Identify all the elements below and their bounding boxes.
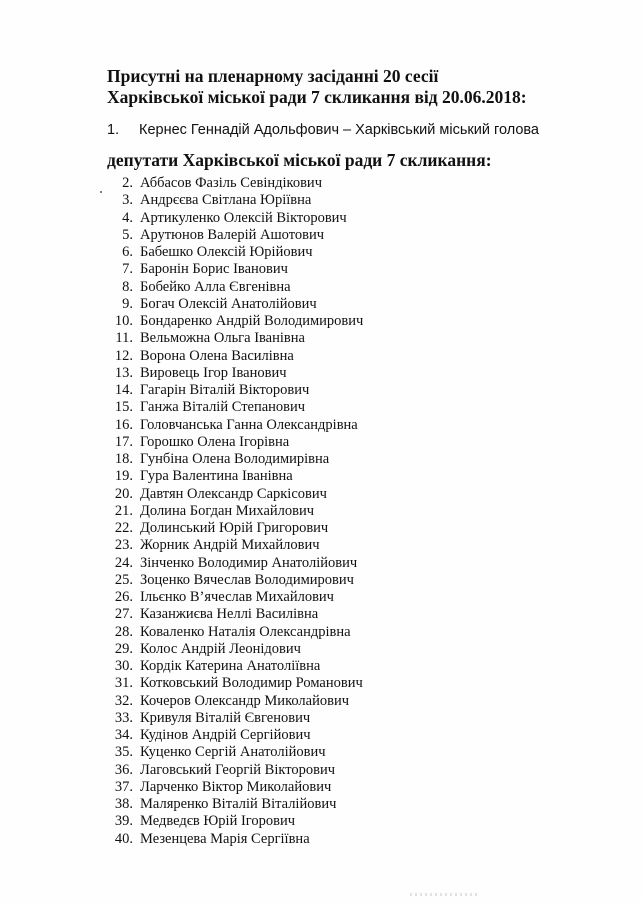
heading-line-1: Присутні на пленарному засіданні 20 сесії: [107, 66, 439, 86]
deputies-list: [107, 175, 363, 848]
list-item: [107, 451, 363, 468]
list-item-number: 17.: [114, 433, 133, 450]
list-item-number: 40.: [114, 830, 133, 847]
list-item-number: 18.: [114, 451, 133, 467]
list-item-name: Ганжа Віталій Степанович: [140, 399, 306, 416]
list-item: [107, 555, 363, 572]
list-item: [107, 210, 363, 227]
list-item-number: 27.: [114, 606, 133, 623]
list-item-number: 37.: [114, 778, 133, 795]
list-item-name: Гагарін Віталій Вікторович: [140, 382, 310, 398]
list-item: [107, 313, 363, 330]
list-item: [107, 710, 363, 727]
list-item-number: 28.: [114, 623, 133, 640]
list-item-name: Кочеров Олександр Миколайович: [140, 692, 350, 709]
list-item-number: 30.: [114, 658, 133, 674]
list-item-name: Котковський Володимир Романович: [140, 675, 363, 692]
list-item: [107, 279, 363, 296]
list-item-name: Ларченко Віктор Миколайович: [140, 778, 332, 795]
list-item: [107, 503, 363, 520]
list-item: [107, 434, 363, 451]
list-item-number: 20.: [114, 485, 133, 502]
list-item-number: 38.: [114, 796, 133, 812]
list-item-number: 25.: [114, 571, 133, 588]
list-item-name: Андрєєва Світлана Юріївна: [140, 192, 312, 209]
list-item-number: 11.: [115, 330, 133, 347]
scan-speck: [100, 191, 102, 193]
list-item-name: Куценко Сергій Анатолійович: [140, 744, 326, 761]
list-item: [107, 589, 363, 606]
list-item: [107, 796, 363, 813]
list-item-number: 35.: [114, 744, 133, 761]
list-item-name: Вировець Ігор Іванович: [140, 364, 287, 381]
list-item-number: 7.: [122, 261, 133, 278]
list-item-number: 21.: [114, 502, 133, 519]
list-item-number: 5.: [122, 226, 133, 243]
list-item-name: Медведєв Юрій Ігорович: [140, 813, 296, 830]
list-item-name: Зоценко Вячеслав Володимирович: [140, 571, 354, 588]
list-item-number: 9.: [122, 295, 133, 312]
list-item-name: Ільєнко В’ячеслав Михайлович: [140, 589, 334, 605]
scan-noise: [410, 893, 480, 896]
list-item-name: Вельможна Ольга Іванівна: [140, 330, 305, 347]
list-item-name: Долина Богдан Михайлович: [140, 502, 315, 519]
list-item-number: 8.: [122, 278, 133, 295]
list-item-name: Коваленко Наталія Олександрівна: [140, 623, 351, 640]
list-item: [107, 693, 363, 710]
list-item: [107, 813, 363, 830]
list-item: [107, 365, 363, 382]
list-item-number: 31.: [114, 675, 133, 692]
list-item-number: 14.: [114, 382, 133, 398]
list-item-name: Лаговський Георгій Вікторович: [140, 761, 336, 778]
list-item: [107, 399, 363, 416]
heading-line-2: Харківської міської ради 7 скликання від 20.06.2018:: [107, 87, 527, 107]
list-item-name: Горошко Олена Ігорівна: [140, 433, 290, 450]
mayor-entry: [107, 121, 539, 139]
list-item: [107, 727, 363, 744]
list-item-name: Зінченко Володимир Анатолійович: [140, 554, 358, 571]
list-item-name: Маляренко Віталій Віталійович: [140, 796, 337, 812]
list-item-number: 34.: [114, 727, 133, 743]
list-item-number: 33.: [114, 709, 133, 726]
list-item-number: 23.: [114, 537, 133, 554]
list-item: [107, 330, 363, 347]
list-item: [107, 192, 363, 209]
list-item-number: 6.: [122, 244, 133, 260]
list-item: [107, 831, 363, 848]
list-item-name: Колос Андрій Леонідович: [140, 640, 301, 657]
list-item-name: Бондаренко Андрій Володимирович: [140, 313, 364, 329]
list-item-name: Артикуленко Олексій Вікторович: [140, 209, 347, 226]
list-item-number: 2.: [122, 175, 133, 191]
mayor-text: Кернес Геннадій Адольфович – Харківський міський голова: [139, 122, 539, 138]
list-item: [107, 658, 363, 675]
list-item-number: 12.: [114, 347, 133, 364]
list-item-name: Ворона Олена Василівна: [140, 347, 294, 364]
list-item-name: Казанжиєва Неллі Василівна: [140, 606, 319, 623]
list-item-number: 13.: [114, 364, 133, 381]
list-item-name: Жорник Андрій Михайлович: [140, 537, 320, 554]
list-item: [107, 572, 363, 589]
list-item: [107, 261, 363, 278]
mayor-number: 1.: [107, 122, 120, 138]
list-item: [107, 779, 363, 796]
list-item-number: 22.: [114, 520, 133, 536]
list-item-number: 15.: [114, 399, 133, 416]
list-item-name: Кордік Катерина Анатоліївна: [140, 658, 321, 674]
list-item-name: Мезенцева Марія Сергіївна: [140, 830, 310, 847]
list-item-name: Головчанська Ганна Олександрівна: [140, 416, 358, 433]
list-item-name: Долинський Юрій Григорович: [140, 520, 329, 536]
list-item: [107, 520, 363, 537]
list-item: [107, 468, 363, 485]
list-item-number: 39.: [114, 813, 133, 830]
list-item-number: 36.: [114, 761, 133, 778]
list-item: [107, 244, 363, 261]
list-item: [107, 537, 363, 554]
list-item-number: 3.: [122, 192, 133, 209]
list-item-number: 16.: [114, 416, 133, 433]
list-item-name: Баронін Борис Іванович: [140, 261, 288, 278]
list-item: [107, 296, 363, 313]
list-item: [107, 624, 363, 641]
document-heading: [107, 66, 527, 108]
deputies-subheading: депутати Харківської міської ради 7 скликання:: [107, 150, 492, 170]
list-item-name: Богач Олексій Анатолійович: [140, 295, 317, 312]
list-item: [107, 175, 363, 192]
list-item-name: Кривуля Віталій Євгенович: [140, 709, 311, 726]
list-item: [107, 486, 363, 503]
list-item: [107, 762, 363, 779]
list-item-name: Гура Валентина Іванівна: [140, 468, 293, 485]
list-item: [107, 641, 363, 658]
list-item: [107, 417, 363, 434]
list-item-name: Арутюнов Валерій Ашотович: [140, 226, 324, 243]
list-item-name: Давтян Олександр Саркісович: [140, 485, 327, 502]
list-item-number: 10.: [114, 313, 133, 329]
list-item: [107, 348, 363, 365]
list-item-name: Аббасов Фазіль Севіндікович: [140, 175, 322, 191]
list-item-number: 4.: [122, 209, 133, 226]
list-item-number: 32.: [114, 692, 133, 709]
list-item: [107, 382, 363, 399]
list-item-number: 29.: [114, 640, 133, 657]
list-item-number: 26.: [114, 589, 133, 605]
list-item-number: 19.: [114, 468, 133, 485]
list-item: [107, 675, 363, 692]
list-item-name: Гунбіна Олена Володимирівна: [140, 451, 330, 467]
list-item: [107, 227, 363, 244]
list-item-name: Бобейко Алла Євгенівна: [140, 278, 291, 295]
list-item: [107, 744, 363, 761]
list-item-name: Кудінов Андрій Сергійович: [140, 727, 311, 743]
list-item: [107, 606, 363, 623]
list-item-number: 24.: [114, 554, 133, 571]
list-item-name: Бабешко Олексій Юрійович: [140, 244, 313, 260]
